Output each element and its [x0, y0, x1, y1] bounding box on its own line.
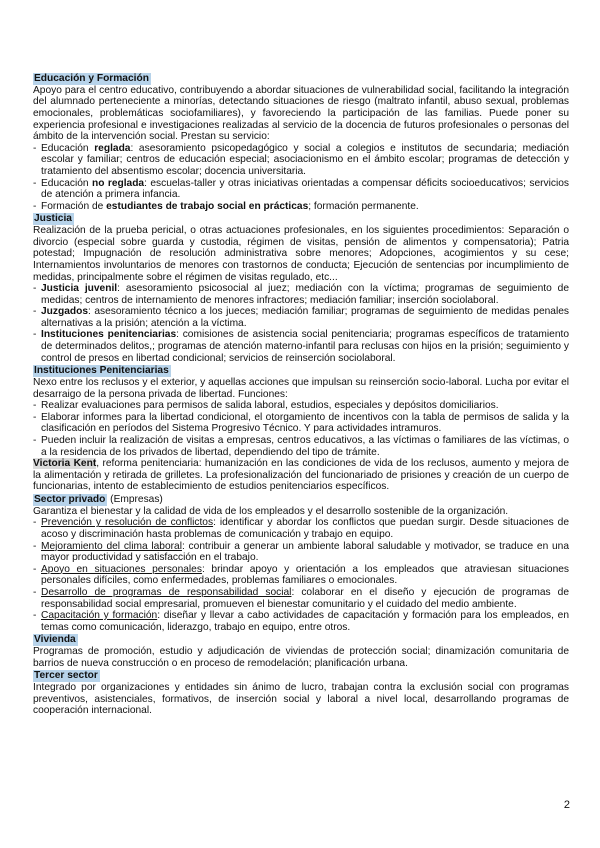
list-educacion	[33, 143, 569, 213]
item-keyword: reglada	[94, 142, 131, 154]
item-keyword: no reglada	[92, 177, 145, 189]
item-text: ; formación permanente.	[308, 200, 419, 212]
list-item	[33, 201, 569, 213]
item-text: : asesoramiento técnico a los jueces; mediación familiar; programas de seguimiento de medidas penales alternativas a la prisión; atención a la víctima.	[41, 306, 569, 329]
section-heading-justicia: Justicia	[34, 213, 72, 225]
section-intro-tercer: Integrado por organizaciones y entidades sin ánimo de lucro, trabajan contra la exclusión social con programas preventivos, asistenciales, formativos, de inserción social y laboral a nivel local, desarrollando programas de cooperación internacional.	[33, 682, 569, 717]
page-content	[33, 72, 569, 717]
item-label: Mejoramiento del clima laboral	[41, 540, 182, 552]
section-tercer	[33, 669, 569, 717]
section-penitenciarias	[33, 364, 569, 493]
list-item	[33, 178, 569, 201]
item-prefix: Educación	[41, 177, 92, 189]
item-text: : asesoramiento psicopedagógico y social a colegios e institutos de secundaria; mediación escolar y familiar; centros de educación especial; asociacionismo en el ámbito escolar; programas de detección y tratamiento del absentismo escolar; docencia universitaria.	[41, 142, 570, 177]
item-keyword: Juzgados	[41, 306, 88, 318]
section-educacion	[33, 72, 569, 212]
section-heading-educacion: Educación y Formación	[34, 73, 149, 84]
list-item	[33, 610, 569, 633]
item-label: Capacitación y formación	[41, 610, 158, 622]
item-text: : diseñar y llevar a cabo actividades de capacitación y formación para los empleados, en temas como comunicación, liderazgo, trabajo en equipo, entre otros.	[41, 610, 569, 633]
item-text: : asesoramiento psicosocial al juez; mediación con la víctima; programas de seguimiento de medidas; centros de internamiento de menores infractores; mediación familiar; inserción sociolaboral.	[41, 283, 569, 306]
section-justicia	[33, 212, 569, 364]
section-intro-vivienda: Programas de promoción, estudio y adjudicación de viviendas de protección social; dinamización comunitaria de barrios de nueva construcción o en proceso de remodelación; planificación urbana.	[33, 646, 569, 669]
section-intro-penitenciarias: Nexo entre los reclusos y el exterior, y aquellas acciones que impulsan su reinserción socio-laboral. Lucha por evitar el desarraigo de la persona privada de libertad. Funciones:	[33, 377, 569, 400]
section-heading-tercer: Tercer sector	[34, 670, 98, 682]
list-justicia	[33, 283, 569, 364]
list-item	[33, 564, 569, 587]
item-label: Prevención y resolución de conflictos	[41, 517, 214, 529]
list-privado	[33, 517, 569, 633]
page-number: 2	[563, 799, 570, 811]
item-keyword: Instituciones penitenciarias	[41, 329, 177, 341]
section-intro-privado: Garantiza el bienestar y la calidad de vida de los empleados y el desarrollo sostenible de la organización.	[33, 505, 509, 517]
list-item	[33, 541, 569, 564]
section-heading-penitenciarias: Instituciones Penitenciarias	[34, 365, 169, 377]
list-item	[33, 306, 569, 329]
item-text: : escuelas-taller y otras iniciativas orientadas a compensar déficits socioeducativos; servicios de atención a primera infancia.	[41, 177, 570, 201]
item-text: : brindar apoyo y orientación a los empleados que atraviesan situaciones personales difíciles, como enfermedades, problemas familiares o emocionales.	[41, 563, 570, 587]
highlighted-name: Victoria Kent	[33, 458, 97, 470]
item-text: : identificar y abordar los conflictos que puedan surgir. Desde situaciones de acoso y discriminación hasta problemas de comunicación y trabajo en equipo.	[41, 517, 569, 540]
item-keyword: estudiantes de trabajo social en prácticas	[106, 200, 309, 212]
item-text: : comisiones de asistencia social penitenciaria; programas específicos de tratamiento de determinados delitos,; programas de atención materno-infantil para reclusas con hijos en la prisión; seguimiento y control de presos en libertad condicional; servicios de reinserción sociolaboral.	[41, 329, 569, 364]
section-heading-privado: Sector privado	[34, 493, 106, 505]
victoria-kent-note	[33, 458, 569, 493]
section-heading-vivienda: Vivienda	[34, 634, 76, 646]
list-item	[33, 517, 569, 540]
item-label: Apoyo en situaciones personales	[41, 563, 202, 575]
list-item	[33, 587, 569, 610]
item-prefix: Formación de	[41, 200, 107, 212]
list-item: - Elaborar informes para la libertad condicional, el otorgamiento de incentivos con la tabla de permisos de salida y la clasificación en períodos del Sistema Progresivo Técnico. Y para actividades intramuros.	[33, 412, 569, 435]
list-item: - Realizar evaluaciones para permisos de salida laboral, estudios, especiales y depósitos domiciliarios.	[33, 400, 569, 412]
list-item	[33, 143, 569, 178]
section-privado	[33, 493, 569, 633]
list-item	[33, 283, 569, 306]
note-text: , reforma penitenciaria: humanización en las condiciones de vida de los reclusos, aumento y mejora de la alimentación y retirada de grilletes. La profesionalización del funcionariado de prisiones y creación de un cuerpo de funcionarias, intento de establecimiento de estudios penitenciarios específicos.	[33, 458, 569, 493]
item-text: : colaborar en el diseño y ejecución de programas de responsabilidad social empresarial, promueven el bienestar comunitario y el cuidado del medio ambiente.	[41, 586, 569, 610]
item-keyword: Justicia juvenil	[41, 283, 118, 295]
section-intro-educacion: Apoyo para el centro educativo, contribuyendo a abordar situaciones de vulnerabilidad social, facilitando la integración del alumnado perteneciente a minorías, detectando situaciones de riesgo (maltrato infantil, abuso sexual, problemas emocionales, problemáticas sociofamiliares), y favoreciendo la participación de las familias. Puede poner su experiencia profesional e investigaciones realizadas al servicio de la docencia de futuros profesionales o personas del ámbito de la intervención social. Prestan su servicio:	[33, 84, 569, 143]
section-intro-justicia: Realización de la prueba pericial, o otras actuaciones profesionales, en los siguientes procedimientos: Separación o divorcio (especial sobre guarda y custodia, régimen de visitas, pensión de alimentos y compensatoria); Patria potestad; Impugnación de resolución administrativa sobre menores; Adopciones, acogimientos y su cese; Internamientos involuntarios de menores con trastornos de conducta; Ejecución de sentencias por incumplimiento de medidas, principalmente sobre el régimen de visitas regulado, etc...	[33, 225, 569, 283]
item-text: : contribuir a generar un ambiente laboral saludable y motivador, se traduce en una mayor productividad y satisfacción en el trabajo.	[41, 540, 569, 564]
item-label: Desarrollo de programas de responsabilidad social	[41, 586, 292, 598]
section-vivienda	[33, 633, 569, 669]
list-item: - Pueden incluir la realización de visitas a empresas, centros educativos, a las víctimas o familiares de las víctimas, o a la residencia de los privados de libertad, dependiendo del tipo de trámite.	[33, 435, 569, 458]
list-penitenciarias	[33, 400, 569, 458]
section-heading-extra: (Empresas)	[107, 493, 163, 505]
list-item	[33, 329, 569, 364]
item-prefix: Educación	[41, 142, 95, 154]
